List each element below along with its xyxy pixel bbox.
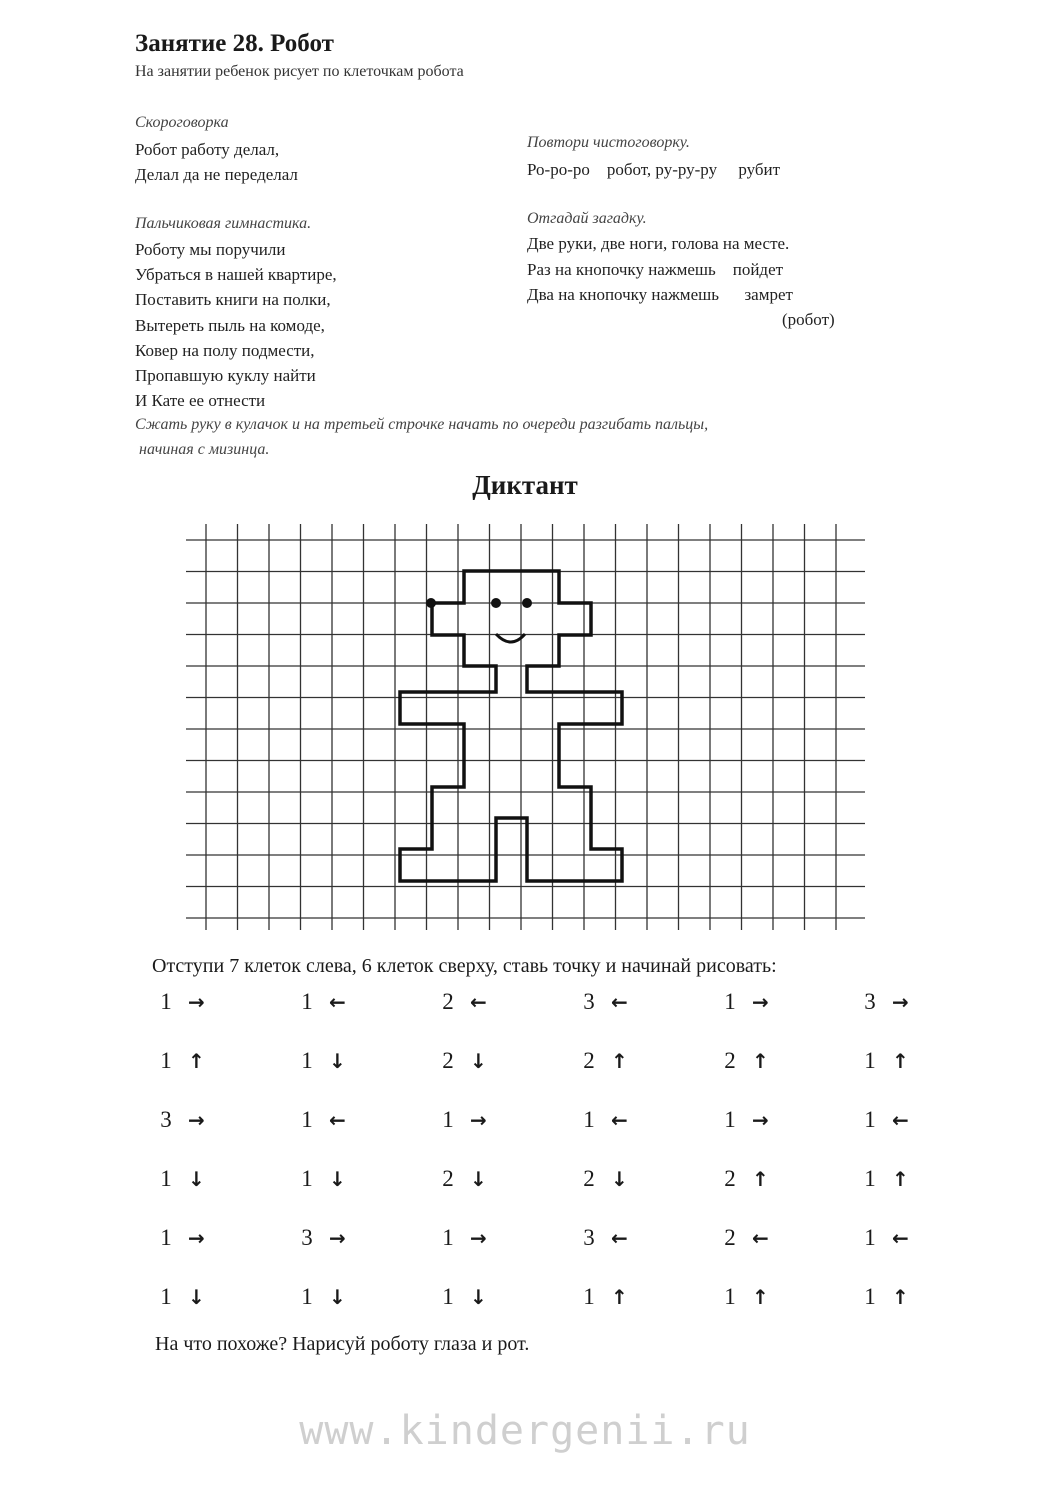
arrow-left-icon: ← bbox=[611, 1108, 628, 1132]
step-count: 1 bbox=[301, 989, 313, 1014]
dictation-step bbox=[299, 1041, 389, 1081]
step-count: 2 bbox=[442, 989, 454, 1014]
step-count: 1 bbox=[864, 1225, 876, 1250]
step-count: 3 bbox=[864, 989, 876, 1014]
dictation-step bbox=[862, 1100, 952, 1140]
arrow-up-icon: ↑ bbox=[752, 1049, 769, 1073]
dictation-step bbox=[299, 1277, 389, 1317]
dictation-step bbox=[158, 1100, 248, 1140]
riddle-answer: (робот) bbox=[782, 310, 835, 329]
dictation-step bbox=[158, 982, 248, 1022]
step-count: 1 bbox=[724, 989, 736, 1014]
step-count: 2 bbox=[724, 1166, 736, 1191]
dictation-step bbox=[299, 1218, 389, 1258]
dictation-question: На что похоже? Нарисуй роботу глаза и рот. bbox=[155, 1333, 530, 1355]
finger-gym-line: Ковер на полу подмести, bbox=[135, 341, 315, 360]
robot-eye-left bbox=[491, 598, 501, 608]
dictation-step bbox=[722, 1277, 812, 1317]
tongue-twister-heading: Скороговорка bbox=[135, 114, 229, 131]
dictation-step bbox=[581, 1100, 671, 1140]
robot-eye-right bbox=[522, 598, 532, 608]
dictation-step bbox=[440, 1277, 530, 1317]
arrow-right-icon: → bbox=[752, 990, 769, 1014]
dictation-step bbox=[581, 1159, 671, 1199]
step-count: 1 bbox=[864, 1166, 876, 1191]
finger-gym-line: Убраться в нашей квартире, bbox=[135, 265, 337, 284]
dictation-step bbox=[440, 1218, 530, 1258]
finger-gym-note: начиная с мизинца. bbox=[139, 441, 270, 458]
riddle-line: Две руки, две ноги, голова на месте. bbox=[527, 234, 790, 253]
arrow-up-icon: ↑ bbox=[892, 1167, 909, 1191]
dictation-step bbox=[581, 1041, 671, 1081]
step-count: 1 bbox=[160, 1048, 172, 1073]
finger-gym-heading: Пальчиковая гимнастика. bbox=[135, 215, 312, 232]
step-count: 2 bbox=[442, 1048, 454, 1073]
step-count: 3 bbox=[583, 989, 595, 1014]
dictation-step bbox=[440, 1100, 530, 1140]
dictation-step bbox=[722, 982, 812, 1022]
arrow-right-icon: → bbox=[752, 1108, 769, 1132]
dictation-step bbox=[158, 1277, 248, 1317]
page-title: Занятие 28. Робот bbox=[135, 30, 334, 57]
robot-outline bbox=[400, 571, 622, 881]
arrow-right-icon: → bbox=[188, 1226, 205, 1250]
arrow-left-icon: ← bbox=[892, 1108, 909, 1132]
dictation-step bbox=[158, 1218, 248, 1258]
step-count: 1 bbox=[160, 1284, 172, 1309]
step-count: 1 bbox=[442, 1284, 454, 1309]
finger-gym-line: Поставить книги на полки, bbox=[135, 290, 331, 309]
arrow-up-icon: ↑ bbox=[892, 1285, 909, 1309]
step-count: 2 bbox=[583, 1048, 595, 1073]
arrow-right-icon: → bbox=[470, 1226, 487, 1250]
riddle-heading: Отгадай загадку. bbox=[527, 210, 647, 227]
dictation-instruction: Отступи 7 клеток слева, 6 клеток сверху, ставь точку и начинай рисовать: bbox=[152, 955, 777, 977]
page-subtitle: На занятии ребенок рисует по клеточкам робота bbox=[135, 63, 464, 80]
dictation-step bbox=[440, 982, 530, 1022]
arrow-up-icon: ↑ bbox=[892, 1049, 909, 1073]
riddle-line: Раз на кнопочку нажмешь пойдет bbox=[527, 260, 784, 279]
step-count: 1 bbox=[724, 1107, 736, 1132]
step-count: 2 bbox=[442, 1166, 454, 1191]
arrow-down-icon: ↓ bbox=[188, 1167, 205, 1191]
dictation-step bbox=[299, 982, 389, 1022]
step-count: 1 bbox=[864, 1284, 876, 1309]
step-count: 1 bbox=[301, 1166, 313, 1191]
arrow-left-icon: ← bbox=[329, 1108, 346, 1132]
riddle-line: Два на кнопочку нажмешь замрет bbox=[527, 285, 793, 304]
arrow-right-icon: → bbox=[470, 1108, 487, 1132]
website-watermark: www.kindergenii.ru bbox=[299, 1408, 751, 1454]
step-count: 1 bbox=[160, 989, 172, 1014]
finger-gym-line: Пропавшую куклу найти bbox=[135, 366, 316, 385]
finger-gym-line: И Кате ее отнести bbox=[135, 391, 266, 410]
pure-speech-line: Ро-ро-ро робот, ру-ру-ру рубит bbox=[527, 160, 781, 179]
dictation-step bbox=[862, 1159, 952, 1199]
arrow-down-icon: ↓ bbox=[470, 1049, 487, 1073]
dictation-step bbox=[299, 1100, 389, 1140]
tongue-twister-line: Делал да не переделал bbox=[135, 165, 298, 184]
dictation-step bbox=[581, 1277, 671, 1317]
dictation-step bbox=[581, 1218, 671, 1258]
arrow-right-icon: → bbox=[188, 990, 205, 1014]
step-count: 3 bbox=[301, 1225, 313, 1250]
arrow-up-icon: ↑ bbox=[188, 1049, 205, 1073]
arrow-up-icon: ↑ bbox=[611, 1285, 628, 1309]
dictation-title: Диктант bbox=[472, 470, 578, 500]
dictation-step bbox=[158, 1041, 248, 1081]
arrow-right-icon: → bbox=[188, 1108, 205, 1132]
arrow-down-icon: ↓ bbox=[329, 1285, 346, 1309]
arrow-down-icon: ↓ bbox=[188, 1285, 205, 1309]
step-count: 3 bbox=[160, 1107, 172, 1132]
dictation-step bbox=[862, 1218, 952, 1258]
arrow-up-icon: ↑ bbox=[752, 1285, 769, 1309]
step-count: 2 bbox=[724, 1225, 736, 1250]
step-count: 1 bbox=[301, 1284, 313, 1309]
dictation-step bbox=[722, 1100, 812, 1140]
step-count: 1 bbox=[442, 1107, 454, 1132]
arrow-left-icon: ← bbox=[611, 1226, 628, 1250]
step-count: 3 bbox=[583, 1225, 595, 1250]
step-count: 1 bbox=[301, 1107, 313, 1132]
step-count: 1 bbox=[301, 1048, 313, 1073]
dictation-step bbox=[299, 1159, 389, 1199]
dictation-step bbox=[440, 1041, 530, 1081]
dictation-step bbox=[722, 1041, 812, 1081]
dictation-step bbox=[440, 1159, 530, 1199]
dictation-step bbox=[862, 1277, 952, 1317]
pure-speech-heading: Повтори чистоговорку. bbox=[527, 134, 690, 151]
tongue-twister-line: Робот работу делал, bbox=[135, 140, 280, 159]
step-count: 1 bbox=[160, 1166, 172, 1191]
step-count: 1 bbox=[442, 1225, 454, 1250]
dictation-step bbox=[158, 1159, 248, 1199]
arrow-left-icon: ← bbox=[892, 1226, 909, 1250]
arrow-up-icon: ↑ bbox=[611, 1049, 628, 1073]
arrow-down-icon: ↓ bbox=[611, 1167, 628, 1191]
arrow-left-icon: ← bbox=[752, 1226, 769, 1250]
step-count: 2 bbox=[724, 1048, 736, 1073]
finger-gym-line: Роботу мы поручили bbox=[135, 240, 286, 259]
finger-gym-note: Сжать руку в кулачок и на третьей строчке начать по очереди разгибать пальцы, bbox=[135, 416, 709, 433]
dictation-step bbox=[581, 982, 671, 1022]
step-count: 2 bbox=[583, 1166, 595, 1191]
dictation-step bbox=[722, 1159, 812, 1199]
dictation-step bbox=[862, 1041, 952, 1081]
step-count: 1 bbox=[160, 1225, 172, 1250]
arrow-down-icon: ↓ bbox=[329, 1049, 346, 1073]
step-count: 1 bbox=[864, 1107, 876, 1132]
dictation-step bbox=[862, 982, 952, 1022]
step-count: 1 bbox=[583, 1284, 595, 1309]
finger-gym-line: Вытереть пыль на комоде, bbox=[135, 316, 325, 335]
arrow-left-icon: ← bbox=[611, 990, 628, 1014]
start-dot bbox=[426, 598, 436, 608]
arrow-right-icon: → bbox=[892, 990, 909, 1014]
arrow-down-icon: ↓ bbox=[329, 1167, 346, 1191]
arrow-down-icon: ↓ bbox=[470, 1167, 487, 1191]
step-count: 1 bbox=[724, 1284, 736, 1309]
arrow-up-icon: ↑ bbox=[752, 1167, 769, 1191]
arrow-left-icon: ← bbox=[329, 990, 346, 1014]
arrow-right-icon: → bbox=[329, 1226, 346, 1250]
step-count: 1 bbox=[864, 1048, 876, 1073]
dictation-step bbox=[722, 1218, 812, 1258]
arrow-down-icon: ↓ bbox=[470, 1285, 487, 1309]
step-count: 1 bbox=[583, 1107, 595, 1132]
arrow-left-icon: ← bbox=[470, 990, 487, 1014]
